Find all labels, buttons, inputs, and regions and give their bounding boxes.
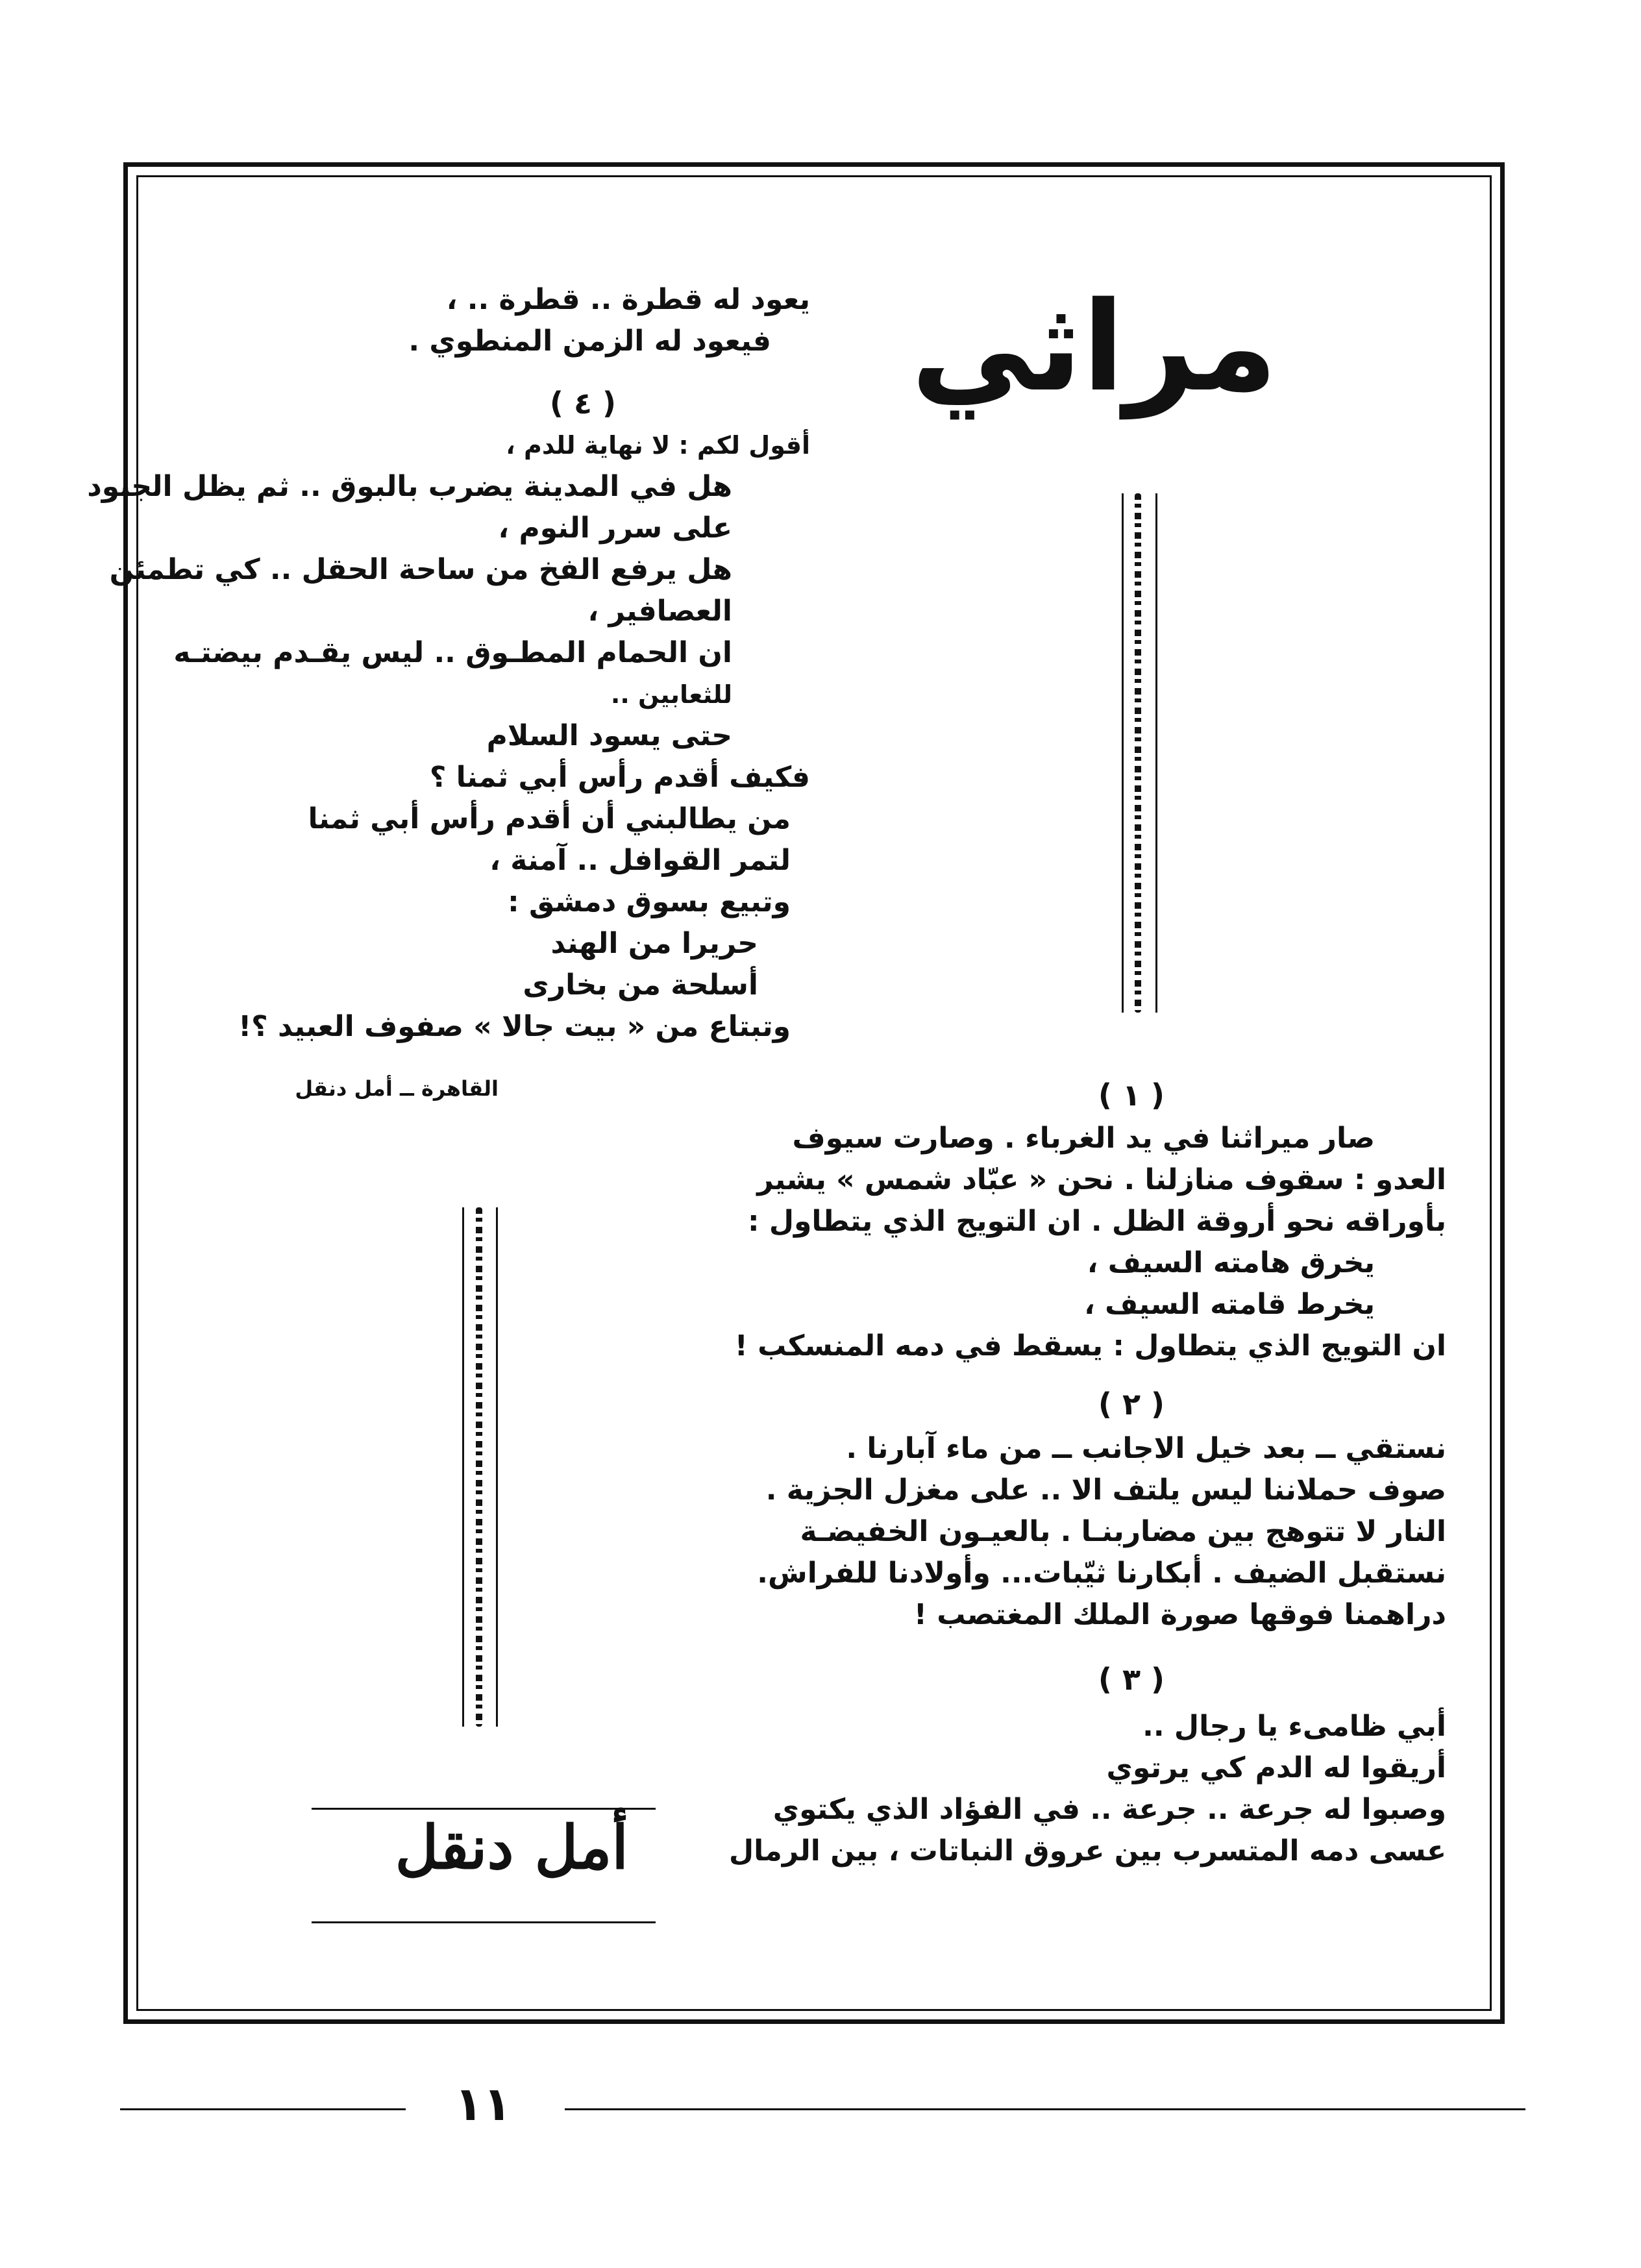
poem-title: مراثي	[911, 275, 1277, 419]
decor-line	[1122, 493, 1124, 1013]
poem-line: العدو : سقوف منازلنا . نحن « عبّاد شمس » يشير	[757, 1163, 1446, 1196]
poem-line: العصافير ،	[587, 595, 732, 628]
poem-line: نستقي ــ بعد خيل الاجانب ــ من ماء آبارنا .	[846, 1432, 1446, 1465]
poem-line: حتى يسود السلام	[486, 719, 732, 752]
footer-rule-left	[120, 2108, 406, 2110]
poem-line: ان التويج الذي يتطاول : يسقط في دمه المنسكب !	[734, 1329, 1446, 1362]
poem-line: دراهمنا فوقها صورة الملك المغتصب !	[913, 1598, 1446, 1631]
right-column	[728, 1078, 1446, 1872]
poem-line: على سرر النوم ،	[498, 512, 732, 545]
poem-line: النار لا تتوهج بين مضاربنـا . بالعيـون الخفيضـة	[800, 1515, 1446, 1548]
decor-twist	[1135, 493, 1141, 1013]
signature-rule-top	[312, 1808, 656, 1810]
poem-line: فكيف أقدم رأس أبي ثمنا ؟	[429, 761, 810, 794]
left-column	[87, 279, 810, 1101]
intro-line: يعود له قطرة .. قطرة .. ،	[446, 283, 810, 316]
poem-line: وتبيع بسوق دمشق :	[508, 885, 791, 918]
page-number: ١١	[454, 2077, 512, 2131]
poem-line: عسى دمه المتسرب بين عروق النباتات ، بين الرمال	[728, 1834, 1446, 1867]
poem-line: هل يرفع الفخ من ساحة الحقل .. كي تطمئن	[109, 553, 732, 586]
decor-twist	[476, 1207, 482, 1727]
section-number-1: ( ١ )	[1098, 1078, 1165, 1113]
poem-line: أريقوا له الدم كي يرتوي	[1106, 1751, 1446, 1784]
poem-line: من يطالبني أن أقدم رأس أبي ثمنا	[308, 802, 791, 835]
poem-line: أقول لكم : لا نهاية للدم ،	[506, 431, 810, 460]
poem-line: يخرق هامته السيف ،	[1087, 1246, 1375, 1279]
poem-line: لتمر القوافل .. آمنة ،	[489, 844, 791, 877]
section-number-3: ( ٣ )	[1098, 1662, 1165, 1697]
decor-line	[462, 1207, 464, 1727]
poem-line: حريرا من الهند	[550, 927, 758, 960]
poem-line: بأوراقه نحو أروقة الظل . ان التويج الذي يتطاول :	[747, 1205, 1446, 1238]
poem-line: ان الحمام المطـوق .. ليس يقـدم بيضتـه	[173, 636, 732, 669]
author-signature: أمل دنقل	[395, 1812, 628, 1882]
footer-rule-right	[565, 2108, 1525, 2110]
poem-line: نستقبل الضيف . أبكارنا ثيّبات... وأولادنا للفراش.	[757, 1557, 1446, 1590]
poem-line: هل في المدينة يضرب بالبوق .. ثم يظل الجنود	[87, 470, 732, 503]
poem-line: للثعابين ..	[610, 680, 732, 709]
section-number-4: ( ٤ )	[549, 386, 617, 421]
poem-line: أسلحة من بخارى	[523, 968, 758, 1002]
decor-line	[496, 1207, 498, 1727]
poem-line: صوف حملاننا ليس يلتف الا .. على مغزل الجزية .	[765, 1473, 1446, 1507]
poem-line: أبي ظامىء يا رجال ..	[1142, 1710, 1446, 1743]
decor-line	[1155, 493, 1157, 1013]
intro-line: فيعود له الزمن المنطوي .	[408, 325, 771, 358]
poem-line: وصبوا له جرعة .. جرعة .. في الفؤاد الذي يكتوي	[772, 1793, 1446, 1826]
poem-line: صار ميراثنا في يد الغرباء . وصارت سيوف	[792, 1122, 1375, 1155]
section-number-2: ( ٢ )	[1098, 1387, 1165, 1422]
signature-rule-bottom	[312, 1921, 656, 1923]
location-signature: القاهرة ــ أمل دنقل	[295, 1076, 499, 1101]
poem-line: وتبتاع من « بيت جالا » صفوف العبيد ؟!	[238, 1010, 791, 1043]
poem-line: يخرط قامته السيف ،	[1084, 1288, 1375, 1321]
